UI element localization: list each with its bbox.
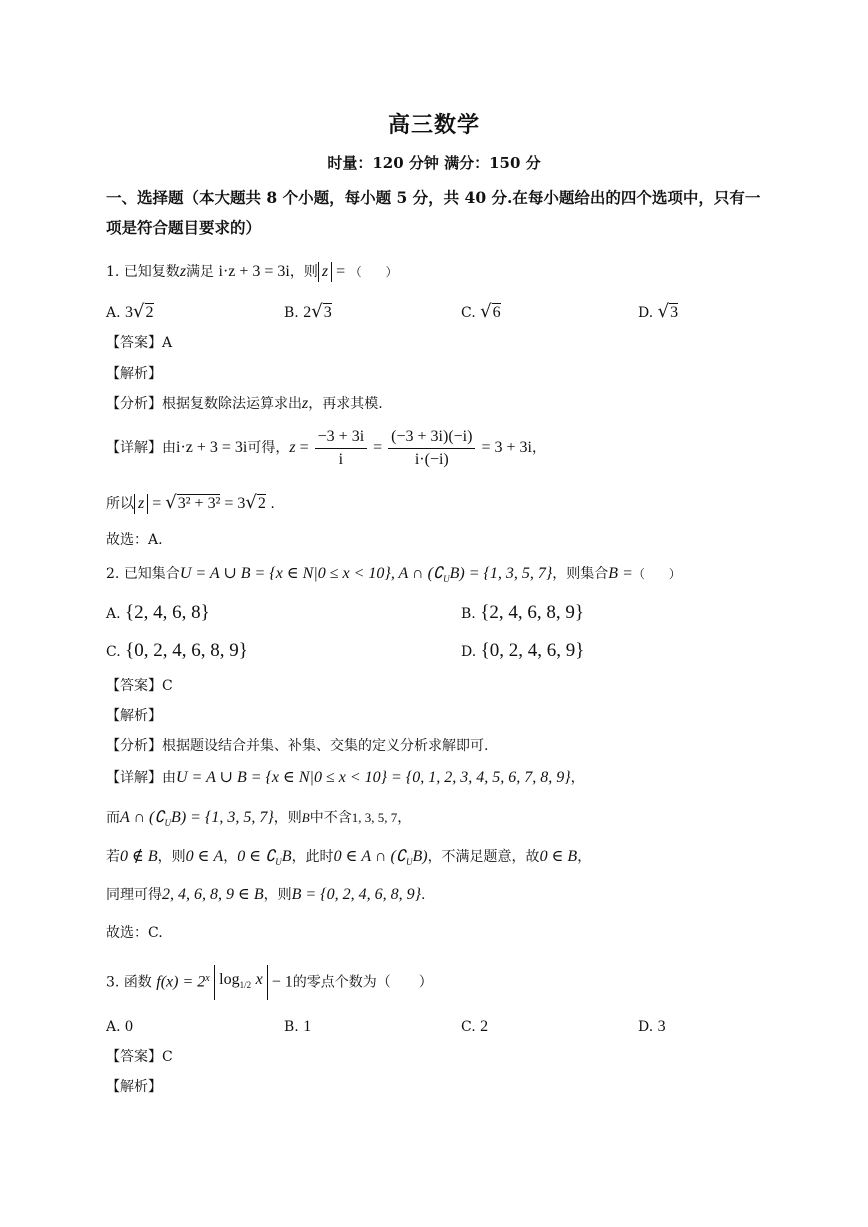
q1-fenxi-a: 【分析】根据复数除法运算求出 [106,396,302,412]
q1-sum-rad2: 2 [257,495,266,512]
q3-option-b-value: 1 [303,1018,312,1035]
q1-choose: 故选：A. [106,532,163,548]
q3-option-c-value: 2 [480,1018,489,1035]
q1-option-d-rad: 3 [670,304,679,321]
q2-set-u: U = A ∪ B = {x ∈ N|0 ≤ x < 10}, A ∩ (∁ [179,565,444,582]
q2-option-a[interactable] [106,603,210,624]
q1-option-a-label: A. [106,305,121,321]
q1-option-b-label: B. [284,305,299,321]
q2-option-b-label: B. [461,606,476,622]
q2-sub-u: U [443,573,450,584]
q2-line2-eq2: B) = {1, 3, 5, 7} [171,809,274,826]
q2-detail-end: ， [570,770,585,786]
q2-detail-line4 [106,885,425,905]
q1-jiexi: 【解析】 [106,366,162,382]
sqrt-icon: √ [657,301,670,322]
q3-log: log [219,971,240,989]
q1-modulus [106,493,275,514]
q2-line3-e1: 0 ∉ B [120,848,158,865]
q3-fx: f(x) = 2 [156,973,206,991]
q3-option-a-label: A. [106,1019,121,1035]
q1-stem-a: 已知复数 [123,264,180,280]
q1-option-d[interactable] [638,302,678,323]
q2-choose: 故选：C. [106,925,163,941]
q1-detail-z: z [289,439,296,456]
q3-option-a-value: 0 [125,1018,134,1035]
q1-option-b[interactable] [284,302,332,323]
q3-stem [106,954,433,1008]
q1-answer: 【答案】A [106,335,173,351]
q2-line3-c: ， [223,849,238,865]
q2-fenxi: 【分析】根据题设结合并集、补集、交集的定义分析求解即可. [106,738,489,754]
q1-var-z: z [179,263,187,280]
q1-sum-end: . [265,496,275,512]
q2-line3-e3: 0 ∈ ∁ [237,848,276,865]
q3-abs-log [214,965,268,1000]
q2-line3-b: ，则 [157,849,186,865]
q1-option-d-label: D. [638,305,654,321]
q3-option-d-value: 3 [657,1018,666,1035]
q2-line4-e1: 2, 4, 6, 8, 9 ∈ B [162,886,264,903]
q3-option-b-label: B. [284,1019,299,1035]
q1-number: 1. [106,264,120,280]
q2-jiexi: 【解析】 [106,708,162,724]
q2-line3-end: ， [577,849,592,865]
q3-option-a[interactable] [106,1017,133,1037]
q1-fenxi-z: z [302,395,309,412]
q1-detail-b: 可得， [247,440,290,456]
q1-stem [106,262,398,282]
q3-stem-b: 的零点个数为（ ） [292,974,433,991]
q2-line3-e: ，不满足题意，故 [427,849,540,865]
q2-line2-b: ，则 [273,810,302,826]
q1-frac2-num: (−3 + 3i)(−i) [388,427,475,449]
q2-line2-a: 而 [106,810,120,826]
q1-option-b-coef: 2 [303,304,312,321]
q1-detail-eq2: = [295,439,313,456]
section-heading: 一、选择题（本大题共 8 个小题，每小题 5 分，共 40 分.在每小题给出的四个选项中，只有一项是符合题目要求的） [106,188,761,237]
q1-stem-b: 满足 [186,264,215,280]
q2-set-tail: B) = {1, 3, 5, 7} [449,565,553,582]
q1-sum-abs: z [134,494,148,514]
exam-info: 时量：120 分钟 满分：150 分 [327,154,541,172]
q2-stem [106,564,681,589]
q1-frac1-den: i [338,450,344,468]
q1-sum-rad: 3² + 3² [177,495,221,512]
sqrt-icon: √ [311,301,323,322]
q2-option-a-value: {2, 4, 6, 8} [125,602,210,623]
q3-option-d[interactable] [638,1017,666,1037]
q1-detail-result: = 3 + 3i [477,439,532,456]
q1-equation: i·z + 3 = 3i [218,263,290,280]
sqrt-icon: √ [133,301,145,322]
q2-line4-end: . [421,887,426,903]
q3-stem-a: 函数 [123,974,152,991]
q1-option-c-rad: 6 [492,304,501,321]
q1-stem-c: ，则 [289,264,318,280]
q2-option-c[interactable] [106,641,248,662]
q1-eq-tail: = [332,263,346,280]
q3-sup-x: x [205,973,210,984]
q2-line3-e4: 0 ∈ A ∩ (∁ [333,848,406,865]
q2-set-b: B = [608,565,633,582]
q2-line2-sub: U [164,817,172,828]
q2-option-d-label: D. [461,644,477,660]
q2-line2-end: ， [397,810,412,826]
q2-option-b[interactable] [461,603,584,624]
q2-paren: （ ） [632,567,681,581]
q2-detail-eq: U = A ∪ B = {x ∈ N|0 ≤ x < 10} = {0, 1, 2, 3, 4, 5, 6, 7, 8, 9} [176,769,571,786]
q1-frac1-num: −3 + 3i [315,427,368,449]
q3-option-b[interactable] [284,1017,311,1037]
q2-line2-eq: A ∩ (∁ [120,809,165,826]
q2-detail-line1 [106,768,585,788]
q3-jiexi: 【解析】 [106,1079,162,1095]
q1-option-c[interactable] [461,302,501,323]
q1-detail: 【详解】由i·z + 3 = 3i可得，z = $\frac{-3 + 3i}{i}$ = $\frac{(-3 + 3i)(-i)}{i\cdot(-i)}$ = 3 + 3i， [106,427,546,468]
q2-detail-a: 【详解】由 [106,770,176,786]
q2-line3-a: 若 [106,849,120,865]
q1-sum-eq: = [148,495,166,512]
q2-answer: 【答案】C [106,678,173,694]
q1-fraction-1 [315,427,368,470]
q2-line4-e2: B = {0, 2, 4, 6, 8, 9} [291,886,421,903]
q3-option-c[interactable] [461,1017,488,1037]
q2-line3-d: ，此时 [291,849,334,865]
q2-line3-sub2: U [405,856,413,867]
q3-tail: − 1 [267,973,293,991]
q2-option-c-label: C. [106,644,121,660]
q2-line3-sub: U [275,856,282,867]
q2-option-c-value: {0, 2, 4, 6, 8, 9} [125,640,248,661]
q2-line3-e4b: B) [412,848,428,865]
q1-fenxi [106,394,383,414]
q1-detail-comma: ， [531,440,546,456]
q3-answer: 【答案】C [106,1049,173,1065]
q2-option-d[interactable] [461,641,584,662]
q2-line4-b: ，则 [263,887,292,903]
q2-detail-line2 [106,808,411,833]
q1-abs-z: z [318,262,332,282]
q1-sum-a: 所以 [106,496,134,512]
q2-line3-e5: 0 ∈ B [539,848,578,865]
sqrt-icon: √ [480,301,492,322]
sqrt-icon: √ [165,492,177,513]
q1-option-a-coef: 3 [125,304,134,321]
q1-option-c-label: C. [461,305,476,321]
q3-number: 3. [106,974,120,991]
q2-line3-e2: 0 ∈ A [185,848,224,865]
q1-fraction-2 [388,427,475,470]
sqrt-icon: √ [245,492,257,513]
q2-option-a-label: A. [106,606,121,622]
q2-line2-nums: 1, 3, 5, 7 [351,810,398,825]
q3-option-c-label: C. [461,1019,476,1035]
q1-paren: （ ） [349,265,398,279]
q3-log-arg: x [255,971,263,989]
q2-option-b-value: {2, 4, 6, 8, 9} [480,602,584,623]
q2-option-d-value: {0, 2, 4, 6, 9} [480,640,585,661]
q2-stem-a: 已知集合 [123,566,180,582]
q1-option-a[interactable] [106,302,154,323]
q1-detail-a: 【详解】由 [106,440,176,456]
q3-log-base: 1/2 [239,980,252,991]
q2-line2-var: B [301,810,310,825]
q1-option-a-rad: 2 [145,304,154,321]
q2-line4-a: 同理可得 [106,887,162,903]
q1-option-b-rad: 3 [323,304,332,321]
q2-line2-c: 中不含 [309,810,352,826]
q2-line3-e3b: B [281,848,292,865]
q2-detail-line3 [106,847,591,872]
q1-sum-eq2: = 3 [220,495,246,512]
q1-frac2-den: i·(−i) [414,450,449,468]
q1-fenxi-b: ，再求其模. [308,396,383,412]
q1-detail-eq: i·z + 3 = 3i [176,439,248,456]
page-title: 高三数学 [387,112,480,138]
q2-stem-b: ，则集合 [552,566,609,582]
q3-option-d-label: D. [638,1019,654,1035]
q2-number: 2. [106,566,120,582]
